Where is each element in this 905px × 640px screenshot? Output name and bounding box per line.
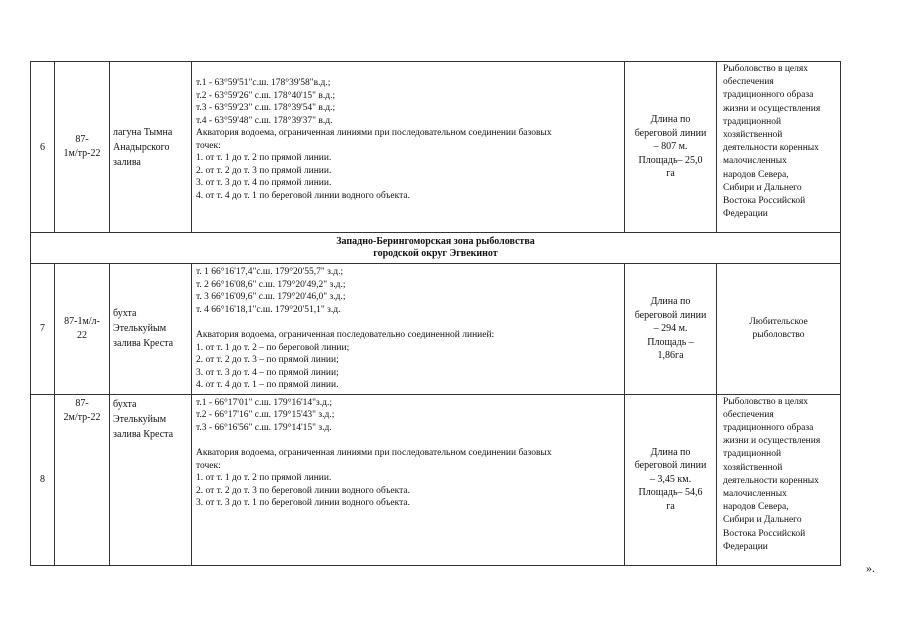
purpose-line: Рыболовство в целях	[723, 396, 808, 407]
purpose-line: Федерации	[723, 541, 768, 552]
length-line: га	[666, 168, 675, 180]
purpose-line: Федерации	[723, 209, 768, 220]
length-line: 1,86га	[657, 350, 684, 361]
boundary-line: т.1 - 66°17'01" с.ш. 179°16'14"з.д.;	[196, 397, 333, 408]
length-line: Площадь– 25,0	[638, 154, 703, 166]
purpose-line: хозяйственной	[723, 462, 783, 473]
purpose-line: Рыболовство в целях	[723, 64, 808, 74]
site-purpose	[717, 394, 841, 565]
table-row	[31, 62, 841, 233]
site-code-line: 87-1м/л-	[64, 315, 100, 327]
length-line: Длина по	[650, 114, 691, 126]
zone-heading-title: Западно-Берингоморская зона рыболовства	[336, 236, 535, 247]
site-code-line: 87-	[75, 134, 89, 145]
site-length-area	[625, 62, 717, 233]
site-code	[55, 62, 110, 233]
boundary-line: т. 3 66°16'09,6" с.ш. 179°20'46,0" з.д.;	[196, 292, 346, 302]
site-boundaries	[192, 62, 625, 233]
boundary-line: Акватория водоема, ограниченная последовательно соединенной линией:	[196, 330, 495, 340]
boundary-line: 1. от т. 1 до т. 2 по прямой линии.	[196, 153, 332, 163]
length-line: Длина по	[650, 446, 691, 458]
site-purpose	[717, 62, 841, 233]
length-line: береговой линии	[634, 309, 707, 321]
boundary-line: точек:	[196, 140, 221, 151]
boundary-line: т. 4 66°16'18,1"с.ш. 179°20'51,1" з.д.	[196, 304, 341, 315]
boundary-line	[196, 434, 620, 447]
purpose-line: деятельности коренных	[723, 143, 819, 154]
boundary-line: 4. от т. 4 до т. 1 по береговой линии водного объекта.	[196, 190, 411, 201]
site-code	[55, 264, 110, 395]
boundary-line: Акватория водоема, ограниченная линиями при последовательном соединении базовых	[196, 448, 552, 458]
purpose-line: обеспечения	[723, 77, 774, 88]
boundary-line: 2. от т. 2 до т. 3 по береговой линии водного объекта.	[196, 485, 411, 496]
purpose-line: Любительское	[749, 316, 808, 327]
length-line: береговой линии	[634, 127, 707, 139]
boundary-line: 1. от т. 1 до т. 2 – по береговой линии;	[196, 342, 350, 353]
boundary-line	[196, 316, 620, 329]
zone-heading-row	[31, 233, 841, 264]
closing-quote-mark: ».	[866, 561, 875, 575]
purpose-line: традиционного образа	[723, 90, 814, 101]
purpose-line: Востока Российской	[723, 528, 806, 539]
site-purpose	[717, 264, 841, 395]
purpose-line: традиционного образа	[723, 422, 814, 433]
boundary-line: 3. от т. 3 до т. 1 по береговой линии водного объекта.	[196, 498, 411, 508]
length-line: Площадь– 54,6	[638, 487, 703, 499]
purpose-line: Сибири и Дальнего	[723, 515, 802, 526]
purpose-line: народов Севера,	[723, 169, 789, 180]
purpose-line: малочисленных	[723, 156, 787, 167]
length-line: Длина по	[650, 296, 691, 307]
site-code-line: 2м/тр-22	[63, 411, 101, 423]
table-row	[31, 394, 841, 565]
site-boundaries	[192, 394, 625, 565]
purpose-line: деятельности коренных	[723, 475, 819, 486]
boundary-line: т. 1 66°16'17,4"с.ш. 179°20'55,7" з.д.;	[196, 267, 344, 277]
purpose-line: традиционной	[723, 116, 782, 127]
site-name: бухта Этелькуйым залива Креста	[110, 394, 192, 565]
purpose-line: малочисленных	[723, 488, 787, 499]
purpose-line: Сибири и Дальнего	[723, 182, 802, 193]
purpose-line: традиционной	[723, 449, 782, 460]
boundary-line: т. 2 66°16'08,6" с.ш. 179°20'49,2" з.д.;	[196, 279, 346, 290]
boundary-line: т.2 - 66°17'16" с.ш. 179°15'43" з.д.;	[196, 410, 335, 420]
boundary-line: Акватория водоема, ограниченная линиями при последовательном соединении базовых	[196, 128, 552, 138]
boundary-line: 2. от т. 2 до т. 3 по прямой линии.	[196, 165, 332, 176]
boundary-line: 4. от т. 4 до т. 1 – по прямой линии.	[196, 380, 339, 390]
length-line: Площадь –	[647, 336, 694, 348]
row-number: 7	[31, 264, 55, 395]
length-line: га	[666, 500, 675, 512]
purpose-line: обеспечения	[723, 409, 774, 420]
length-line: – 294 м.	[653, 323, 688, 334]
boundary-line: т.3 - 66°16'56" с.ш. 179°14'15" з.д.	[196, 422, 332, 433]
row-number: 6	[31, 62, 55, 233]
site-boundaries	[192, 264, 625, 395]
boundary-line: 3. от т. 3 до т. 4 по прямой линии.	[196, 178, 332, 188]
purpose-line: хозяйственной	[723, 130, 783, 141]
table-row	[31, 264, 841, 395]
length-line: береговой линии	[634, 460, 707, 472]
site-name: бухта Этелькуйым залива Креста	[110, 264, 192, 395]
row-number: 8	[31, 394, 55, 565]
boundary-line: т.3 - 63°59'23" с.ш. 178°39'54" в.д.;	[196, 103, 336, 113]
purpose-line: жизни и осуществления	[723, 436, 821, 447]
length-line: – 807 м.	[653, 141, 688, 153]
site-code	[55, 394, 110, 565]
boundary-line: 3. от т. 3 до т. 4 – по прямой линии;	[196, 367, 339, 378]
purpose-line: Востока Российской	[723, 196, 806, 207]
purpose-line: рыболовство	[752, 329, 805, 340]
boundary-line: 2. от т. 2 до т. 3 – по прямой линии;	[196, 355, 339, 365]
zone-heading-district: городской округ Эгвекинот	[373, 248, 498, 259]
length-line: – 3,45 км.	[649, 473, 692, 485]
fishing-sites-table	[30, 61, 841, 566]
boundary-line: т.1 - 63°59'51"с.ш. 178°39'58"в.д.;	[196, 78, 331, 88]
boundary-line: точек:	[196, 460, 221, 471]
site-code-line: 1м/тр-22	[63, 148, 101, 159]
purpose-line: народов Севера,	[723, 502, 789, 513]
site-code-line: 87-	[75, 397, 89, 409]
boundary-line: т.4 - 63°59'48" с.ш. 178°39'37" в.д.	[196, 115, 333, 126]
site-length-area	[625, 264, 717, 395]
site-code-line: 22	[77, 329, 87, 341]
zone-heading	[31, 233, 841, 264]
boundary-line: 1. от т. 1 до т. 2 по прямой линии.	[196, 473, 332, 483]
boundary-line: т.2 - 63°59'26" с.ш. 178°40'15" в.д.;	[196, 90, 336, 101]
site-name: лагуна Тымна Анадырского залива	[110, 62, 192, 233]
purpose-line: жизни и осуществления	[723, 103, 821, 114]
site-length-area	[625, 394, 717, 565]
